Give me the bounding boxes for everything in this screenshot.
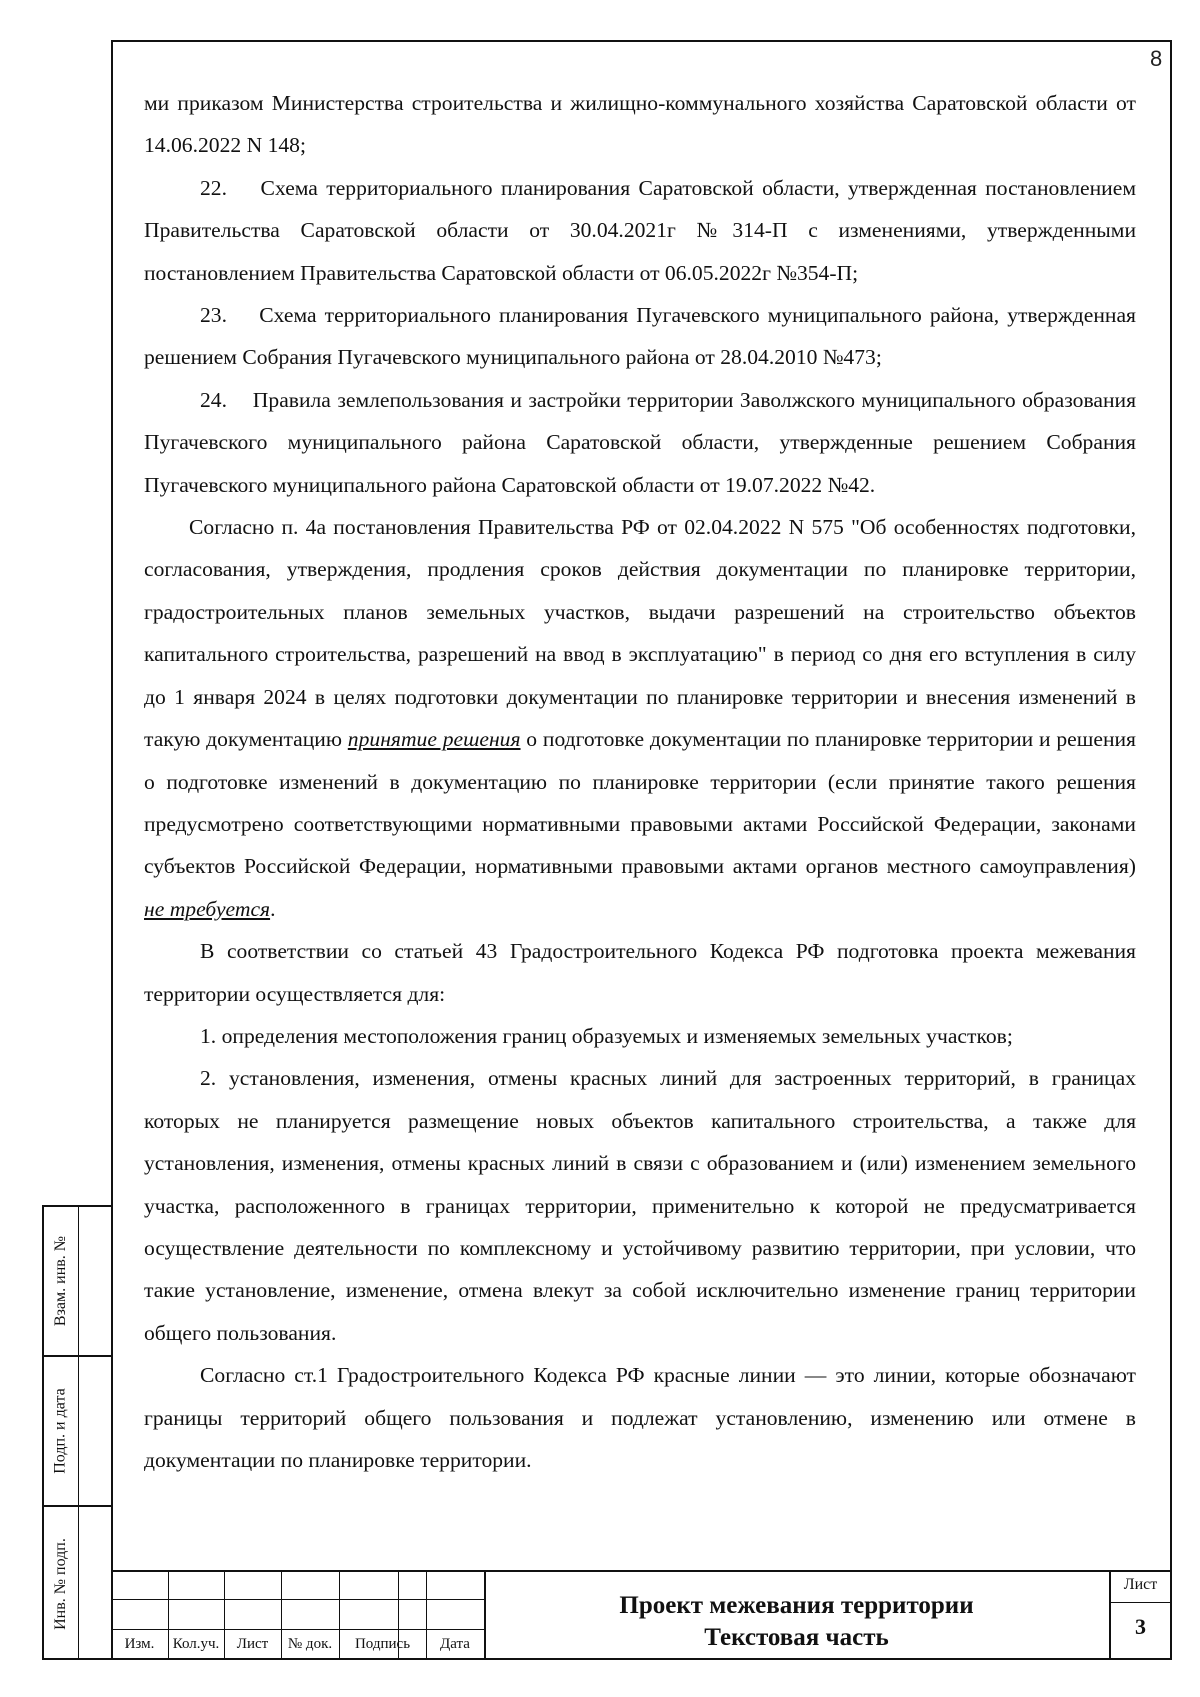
paragraph-text: Согласно п. 4а постановления Правительства РФ от 02.04.2022 N 575 "Об особенностях подготовки, согласования, утверждения, продления сроков действия документации по планировке территории, градостроительных планов земельных участков, выдачи разрешений на строительство объектов капитального строительства, разрешений на ввод в эксплуатацию" в период со дня его вступления в силу до 1 января 2024 в целях подготовки документации по планировке территории и внесения изменений в такую документацию: [144, 515, 1136, 752]
side-stamp: [42, 1205, 111, 1660]
paragraph: 2. установления, изменения, отмены красных линий для застроенных территорий, в границах которых не планируется размещение новых объектов капитального строительства, а также для установления, изменения, отмены красных линий в связи с образованием и (или) изменением земельного участка, расположенного в границах территории, применительно к которой не предусматривается осуществление деятельности по комплексному и устойчивому развитию территории, при условии, что такие установление, изменение, отмена влекут за собой исключительно изменение границ территории общего пользования.: [144, 1066, 1136, 1345]
title-line: Проект межевания территории: [619, 1592, 974, 1619]
document-title: [484, 1590, 1109, 1654]
page-number: 8: [1150, 46, 1163, 71]
paragraph: В соответствии со статьей 43 Градостроительного Кодекса РФ подготовка проекта межевания территории осуществляется для:: [144, 939, 1136, 1006]
paragraph-text: .: [270, 896, 276, 921]
stamp-column-label: Лист: [236, 1636, 269, 1652]
side-stamp-cell: [44, 1207, 111, 1357]
side-stamp-label: Инв. № подп.: [52, 1537, 69, 1630]
side-stamp-cell: [44, 1357, 111, 1507]
paragraph: ми приказом Министерства строительства и жилищно-коммунального хозяйства Саратовской области от 14.06.2022 N 148;: [144, 91, 1136, 158]
paragraph-decree: [144, 506, 1136, 930]
document-body: [144, 82, 1136, 1481]
stamp-column-label: Дата: [440, 1636, 470, 1652]
side-stamp-label: Подп. и дата: [52, 1388, 70, 1474]
stamp-column-label: № док.: [287, 1636, 333, 1652]
side-stamp-label: Взам. инв. №: [52, 1235, 70, 1327]
stamp-column-label: Подпись: [354, 1636, 411, 1652]
sheet-label: Лист: [1123, 1576, 1158, 1593]
list-item-24: 24. Правила землепользования и застройки территории Заволжского муниципального образования Пугачевского муниципального района Саратовской области, утвержденные решением Собрания Пугачевского муниципального района Саратовской области от 19.07.2022 №42.: [144, 387, 1136, 497]
side-stamp-cell: [44, 1507, 111, 1660]
list-item-23: 23. Схема территориального планирования Пугачевского муниципального района, утвержденная решением Собрания Пугачевского муниципального района от 28.04.2010 №473;: [144, 303, 1136, 370]
sheet-number: 3: [1135, 1614, 1146, 1639]
emphasis-text: не требуется: [144, 896, 271, 921]
title-block: [111, 1570, 1172, 1660]
title-line: Текстовая часть: [704, 1624, 889, 1651]
stamp-column-label: Кол.уч.: [172, 1636, 220, 1652]
paragraph: Согласно ст.1 Градостроительного Кодекса РФ красные линии — это линии, которые обозначают границы территорий общего пользования и подлежат установлению, изменению или отмене в документации по планировке территории.: [144, 1363, 1136, 1472]
paragraph: 1. определения местоположения границ образуемых и изменяемых земельных участков;: [200, 1023, 1013, 1048]
emphasis-text: принятие решения: [347, 727, 521, 752]
paragraph-text: о подготовке документации по планировке территории и решения о подготовке изменений в документацию по планировке территории (если принятие такого решения предусмотрено соответствующими нормативными правовыми актами Российской Федерации, законами субъектов Российской Федерации, нормативными правовыми актами органов местного самоуправления): [144, 727, 1136, 879]
stamp-column-label: Изм.: [124, 1636, 155, 1652]
list-item-22: 22. Схема территориального планирования Саратовской области, утвержденная постановлением Правительства Саратовской области от 30.04.2021г №314-П с изменениями, утвержденными постановлением Правительства Саратовской области от 06.05.2022г №354-П;: [144, 175, 1136, 285]
